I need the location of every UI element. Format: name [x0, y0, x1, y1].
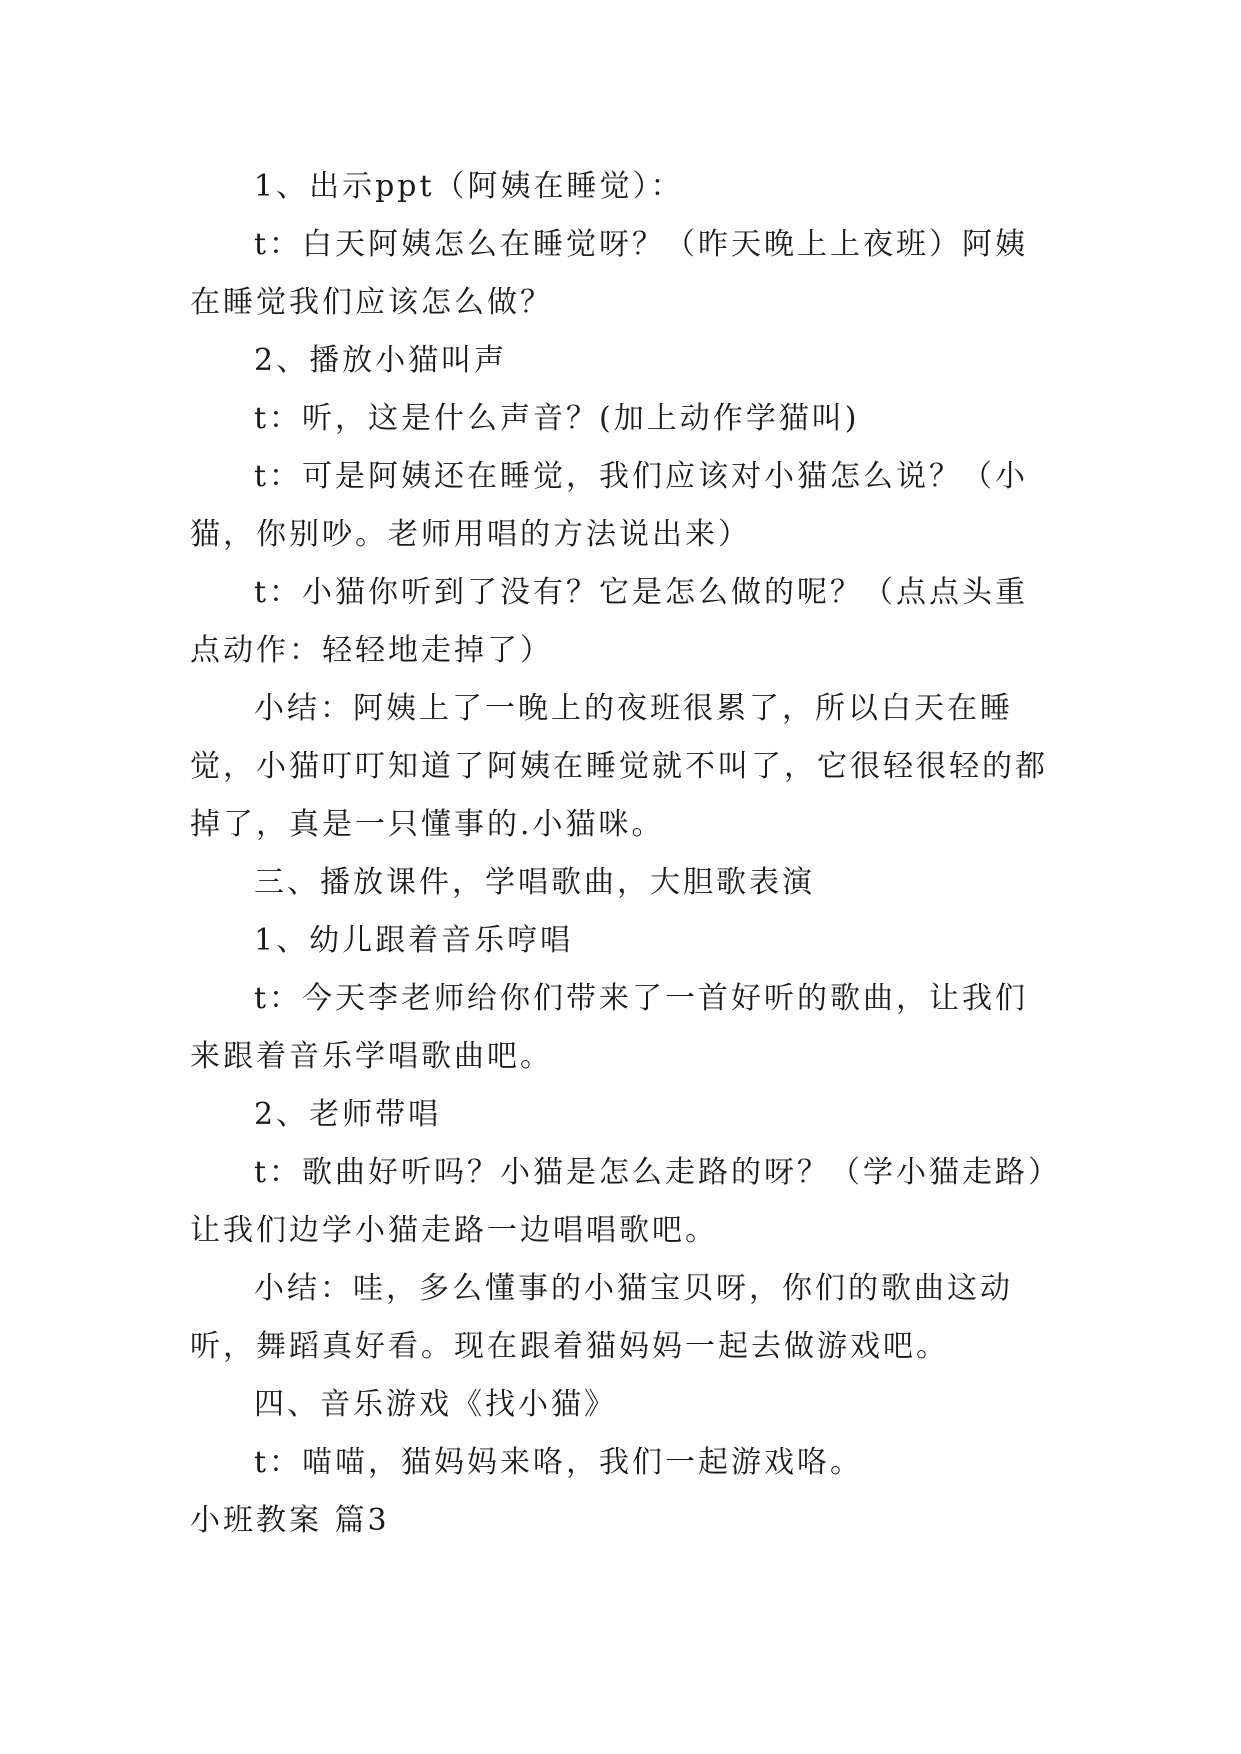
paragraph: 2、播放小猫叫声 [254, 343, 508, 378]
paragraph: t：白天阿姨怎么在睡觉呀？（昨天晚上上夜班）阿姨在睡觉我们应该怎么做？ [190, 227, 1029, 320]
paragraph: 三、播放课件，学唱歌曲，大胆歌表演 [254, 865, 815, 900]
paragraph: 1、幼儿跟着音乐哼唱 [254, 923, 574, 958]
paragraph: t：可是阿姨还在睡觉，我们应该对小猫怎么说？（小猫，你别吵。老师用唱的方法说出来） [190, 459, 1029, 552]
paragraph: 2、老师带唱 [254, 1097, 442, 1132]
paragraph: 小结：哇，多么懂事的小猫宝贝呀，你们的歌曲这动听，舞蹈真好看。现在跟着猫妈妈一起去做游戏吧。 [190, 1271, 1013, 1364]
paragraph: t：喵喵，猫妈妈来咯，我们一起游戏咯。 [254, 1445, 864, 1480]
paragraph: 小结：阿姨上了一晚上的夜班很累了，所以白天在睡觉，小猫叮叮知道了阿姨在睡觉就不叫了，它很轻很轻的都掉了，真是一只懂事的.小猫咪。 [190, 691, 1048, 842]
paragraph: 1、出示ppt（阿姨在睡觉）： [254, 169, 684, 204]
paragraph: t：听，这是什么声音？(加上动作学猫叫) [254, 401, 860, 436]
paragraph: 四、音乐游戏《找小猫》 [254, 1387, 617, 1422]
paragraph: t：小猫你听到了没有？它是怎么做的呢？（点点头重点动作：轻轻地走掉了） [190, 575, 1029, 668]
section-heading: 小班教案 篇3 [190, 1503, 390, 1538]
paragraph: t：今天李老师给你们带来了一首好听的歌曲，让我们来跟着音乐学唱歌曲吧。 [190, 981, 1029, 1074]
document-body [190, 158, 1050, 1550]
paragraph: t：歌曲好听吗？小猫是怎么走路的呀？（学小猫走路）让我们边学小猫走路一边唱唱歌吧。 [190, 1155, 1047, 1248]
